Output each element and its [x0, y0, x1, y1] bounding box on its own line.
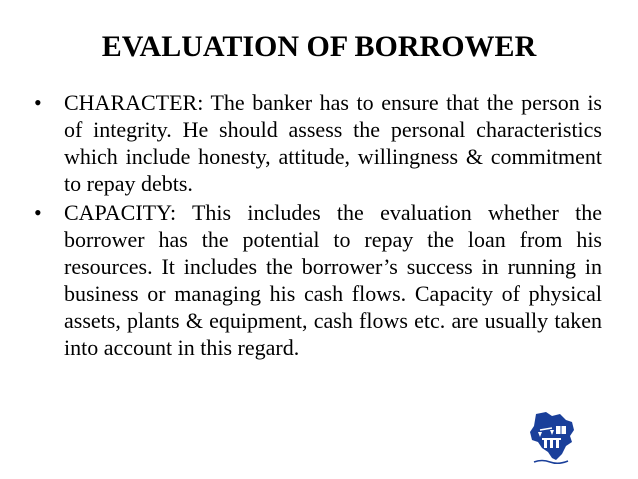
- bullet-list: [34, 89, 602, 363]
- slide-title: EVALUATION OF BORROWER: [101, 30, 537, 63]
- institute-emblem-icon: [522, 410, 582, 468]
- bullet-text: CAPACITY: This includes the evaluation whether the borrower has the potential to repay the loan from his resources. It includes the borrower’s success in running in business or managing his cash flows. Capacity of physical assets, plants & equipment, cash flows etc. are usually taken into account in this regard.: [64, 200, 602, 360]
- bullet-text: CHARACTER: The banker has to ensure that the person is of integrity. He should assess the personal characteristics which include honesty, attitude, willingness & commitment to repay debts.: [64, 90, 602, 196]
- bullet-dot-icon: •: [34, 90, 42, 115]
- bullet-dot-icon: •: [34, 200, 42, 225]
- bullet-capacity: [34, 199, 602, 361]
- bullet-character: [34, 89, 602, 197]
